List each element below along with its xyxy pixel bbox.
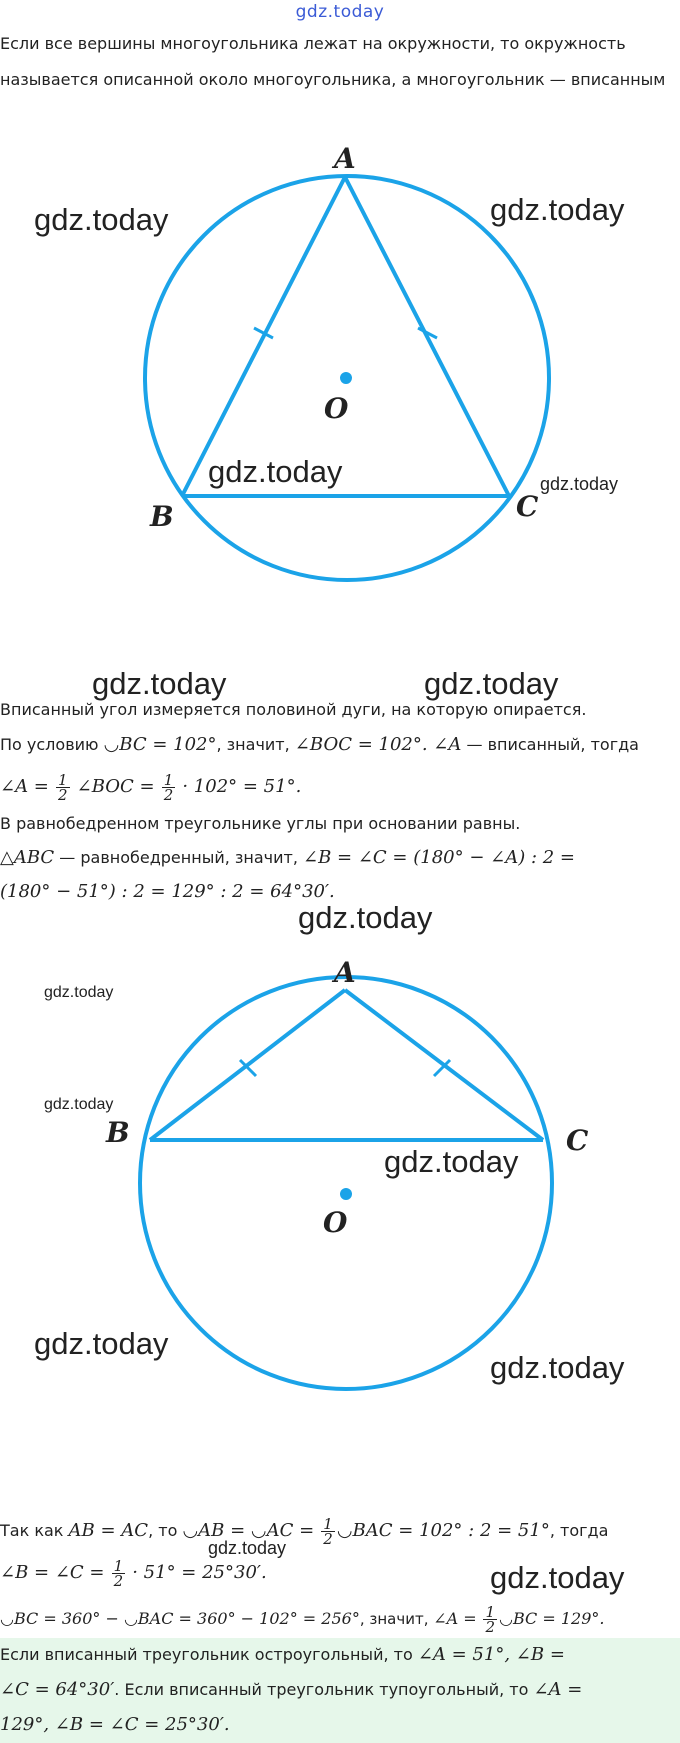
figure-1-acute-triangle <box>0 0 680 600</box>
watermark: gdz.today <box>490 192 625 227</box>
vertex-label-b-1: B <box>150 500 174 533</box>
answer-line-2: ∠C = 64°30′. Если вписанный треугольник тупоугольный, то ∠A = <box>0 1679 583 1700</box>
solution-1-line-3: ∠A = $\frac{1}{2}$ ∠BOC = $\frac{1}{2}$ · 102° = 51°. <box>0 771 302 804</box>
solution-1-line-5: △ABC — равнобедренный, значит, ∠B = ∠C = (180° − ∠A) : 2 = <box>0 847 576 868</box>
side-ac-1 <box>345 177 509 496</box>
answer-line-3: 129°, ∠B = ∠C = 25°30′. <box>0 1714 230 1735</box>
vertex-label-c-1: C <box>516 490 539 523</box>
watermark: gdz.today <box>34 202 169 237</box>
vertex-label-a-2: A <box>334 956 356 989</box>
center-label-o-2: O <box>323 1206 348 1239</box>
watermark: gdz.today <box>490 1350 625 1385</box>
watermark: gdz.today <box>424 666 559 701</box>
watermark: gdz.today <box>34 1326 169 1361</box>
vertex-label-a-1: A <box>334 142 356 175</box>
solution-1-line-4: В равнобедренном треугольнике углы при основании равны. <box>0 814 521 833</box>
watermark: gdz.today <box>208 1538 287 1558</box>
center-point-2 <box>340 1188 352 1200</box>
solution-2-line-1: Так как AB = AC, то ◡AB = ◡AC = $\frac{1}{2}$ ◡BAC = 102° : 2 = 51°, тогда <box>0 1515 609 1548</box>
watermark: gdz.today <box>490 1560 625 1595</box>
solution-2-line-3: ◡BC = 360° − ◡BAC = 360° − 102° = 256°, значит, ∠A = $\frac{1}{2}$ ◡BC = 129°. <box>0 1603 605 1636</box>
answer-line-1: Если вписанный треугольник остроугольный, то ∠A = 51°, ∠B = <box>0 1644 565 1665</box>
center-point-1 <box>340 372 352 384</box>
watermark: gdz.today <box>44 1096 114 1113</box>
top-watermark: gdz.today <box>295 2 385 22</box>
watermark: gdz.today <box>540 474 619 494</box>
intro-line-1: Если все вершины многоугольника лежат на окружности, то окружность <box>0 34 626 53</box>
vertex-label-b-2: B <box>106 1116 130 1149</box>
circumcircle-2 <box>140 977 552 1389</box>
solution-1-line-1: Вписанный угол измеряется половиной дуги, на которую опирается. <box>0 700 587 719</box>
watermark: gdz.today <box>92 666 227 701</box>
solution-2-line-2: ∠B = ∠C = $\frac{1}{2}$ · 51° = 25°30′. <box>0 1557 267 1590</box>
watermark: gdz.today <box>208 454 343 489</box>
watermark: gdz.today <box>384 1144 519 1179</box>
solution-1-line-2: По условию ◡BC = 102°, значит, ∠BOC = 102°. ∠A — вписанный, тогда <box>0 734 639 755</box>
intro-line-2: называется описанной около многоугольника, а многоугольник — вписанным <box>0 70 666 89</box>
side-ab-1 <box>182 177 345 496</box>
watermark: gdz.today <box>44 984 114 1001</box>
solution-1-line-6: (180° − 51°) : 2 = 129° : 2 = 64°30′. <box>0 881 335 902</box>
center-label-o-1: O <box>324 392 349 425</box>
vertex-label-c-2: C <box>566 1124 589 1157</box>
watermark: gdz.today <box>298 900 433 935</box>
